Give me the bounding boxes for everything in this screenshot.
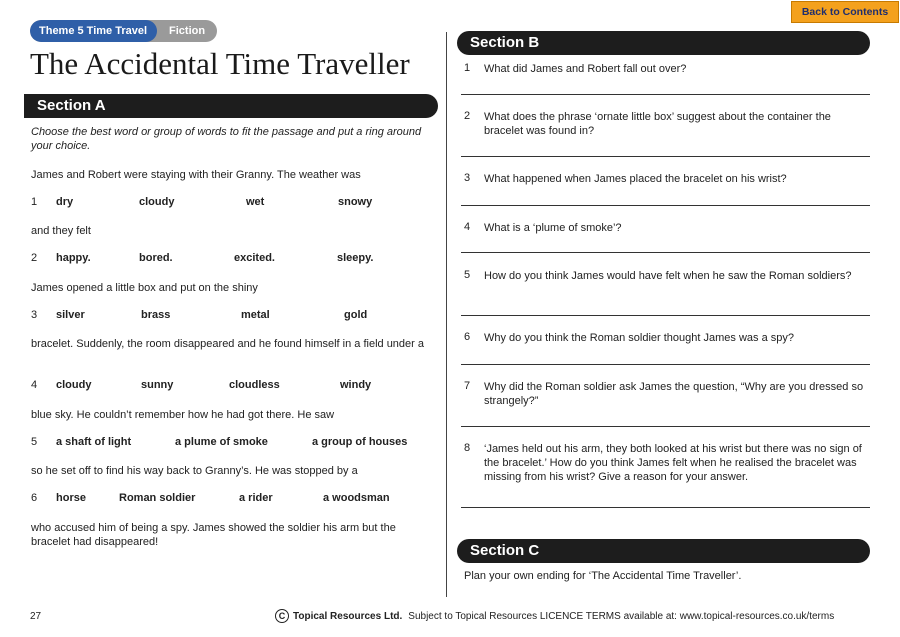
question-number: 1 — [464, 62, 471, 74]
section-b-heading: Section B — [457, 31, 870, 55]
passage-text: and they felt — [31, 225, 91, 237]
column-divider — [446, 32, 447, 597]
question-text: Why did the Roman soldier ask James the question, “Why are you dressed so strangely?” — [484, 381, 864, 407]
question-text: What is a ‘plume of smoke’? — [484, 222, 622, 234]
choice-number: 6 — [31, 492, 38, 504]
answer-line[interactable] — [461, 156, 870, 157]
passage-text: bracelet. Suddenly, the room disappeared and he found himself in a field under a — [31, 338, 424, 350]
question-number: 4 — [464, 221, 471, 233]
choice-number: 3 — [31, 309, 38, 321]
choice-number: 1 — [31, 196, 38, 208]
passage-text: so he set off to find his way back to Granny’s. He was stopped by a — [31, 465, 358, 477]
choice-option[interactable]: metal — [241, 309, 270, 321]
choice-option[interactable]: cloudless — [229, 379, 280, 391]
section-c-text: Plan your own ending for ‘The Accidental Time Traveller’. — [464, 570, 742, 582]
choice-option[interactable]: wet — [246, 196, 265, 208]
choice-option[interactable]: brass — [141, 309, 171, 321]
question-number: 8 — [464, 442, 471, 454]
answer-line[interactable] — [461, 364, 870, 365]
choice-option[interactable]: a group of houses — [312, 436, 408, 448]
answer-line[interactable] — [461, 507, 870, 508]
question-text: How do you think James would have felt when he saw the Roman soldiers? — [484, 270, 852, 282]
page-title: The Accidental Time Traveller — [30, 46, 410, 81]
passage-text: blue sky. He couldn’t remember how he had got there. He saw — [31, 409, 335, 421]
section-a-instruction: Choose the best word or group of words to fit the passage and put a ring around your choice. — [31, 126, 422, 152]
question-text: Why do you think the Roman soldier thought James was a spy? — [484, 332, 794, 344]
choice-option[interactable]: silver — [56, 309, 85, 321]
choice-option[interactable]: sleepy. — [337, 252, 374, 264]
choice-option[interactable]: gold — [344, 309, 368, 321]
choice-option[interactable]: snowy — [338, 196, 373, 208]
section-a-heading: Section A — [24, 94, 438, 118]
choice-option[interactable]: dry — [56, 196, 74, 208]
theme-tag: Theme 5 Time Travel — [30, 20, 157, 42]
question-number: 5 — [464, 269, 471, 281]
choice-option[interactable]: horse — [56, 492, 86, 504]
choice-option[interactable]: cloudy — [139, 196, 175, 208]
choice-option[interactable]: a rider — [239, 492, 273, 504]
answer-line[interactable] — [461, 205, 870, 206]
question-text: What did James and Robert fall out over? — [484, 63, 687, 75]
choice-option[interactable]: happy. — [56, 252, 91, 264]
passage-text: who accused him of being a spy. James showed the soldier his arm but the bracelet had disappeared! — [31, 522, 396, 548]
choice-number: 4 — [31, 379, 38, 391]
choice-option[interactable]: excited. — [234, 252, 275, 264]
choice-option[interactable]: bored. — [139, 252, 173, 264]
question-text: What does the phrase ‘ornate little box’ suggest about the container the bracelet was found in? — [484, 111, 831, 137]
genre-tag: Fiction — [169, 25, 206, 37]
theme-tags — [30, 20, 217, 42]
choice-option[interactable]: a plume of smoke — [175, 436, 268, 448]
choice-number: 5 — [31, 436, 38, 448]
choice-option[interactable]: Roman soldier — [119, 492, 196, 504]
answer-line[interactable] — [461, 94, 870, 95]
choice-option[interactable]: sunny — [141, 379, 174, 391]
choice-option[interactable]: windy — [340, 379, 372, 391]
answer-line[interactable] — [461, 426, 870, 427]
question-number: 6 — [464, 331, 471, 343]
question-number: 2 — [464, 110, 471, 122]
footer-copyright — [275, 609, 834, 623]
page-number: 27 — [30, 611, 42, 622]
section-c-heading: Section C — [457, 539, 870, 563]
choice-number: 2 — [31, 252, 38, 264]
passage-text: James opened a little box and put on the shiny — [31, 282, 258, 294]
question-text: ‘James held out his arm, they both looked at his wrist but there was no sign of the bracelet.’ How do you think James felt when he realised the bracelet was missing from his wrist? Give a reason for your answer. — [484, 443, 862, 483]
choice-option[interactable]: a woodsman — [323, 492, 390, 504]
copyright-icon: C — [275, 609, 289, 623]
back-to-contents-button[interactable]: Back to Contents — [791, 1, 899, 23]
publisher-name: Topical Resources Ltd. — [293, 610, 403, 622]
question-text: What happened when James placed the bracelet on his wrist? — [484, 173, 787, 185]
choice-option[interactable]: cloudy — [56, 379, 92, 391]
answer-line[interactable] — [461, 315, 870, 316]
question-number: 7 — [464, 380, 471, 392]
passage-text: James and Robert were staying with their Granny. The weather was — [31, 169, 361, 181]
question-number: 3 — [464, 172, 471, 184]
choice-option[interactable]: a shaft of light — [56, 436, 132, 448]
answer-line[interactable] — [461, 252, 870, 253]
licence-text: Subject to Topical Resources LICENCE TERMS available at: www.topical-resources.co.uk/terms — [408, 610, 835, 622]
